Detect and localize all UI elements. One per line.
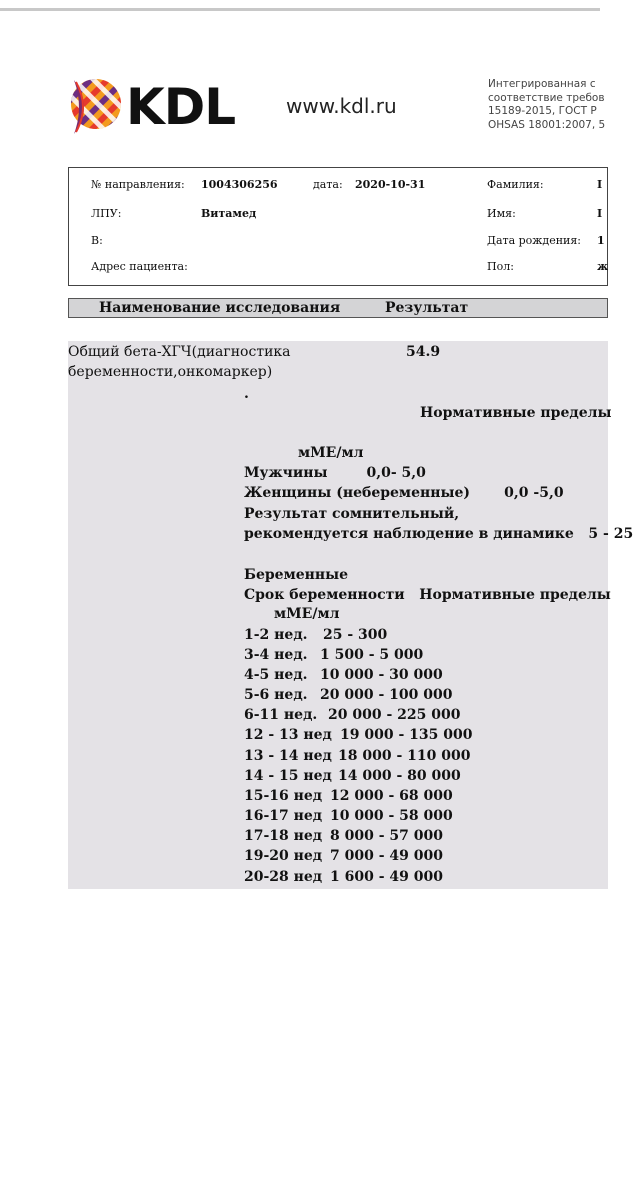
- term-range: 25 - 300: [323, 627, 388, 643]
- term-range: 1 500 - 5 000: [320, 647, 424, 663]
- certification-text: [488, 78, 606, 132]
- sex-value: ж: [597, 260, 609, 273]
- site-url: www.kdl.ru: [286, 94, 397, 118]
- patient-info-box: [68, 167, 608, 286]
- term-period: 12 - 13 нед: [244, 727, 332, 743]
- reference-doubtful-line1: Результат сомнительный,: [244, 506, 460, 522]
- name-label: Имя:: [487, 207, 516, 220]
- date-label: дата:: [313, 178, 343, 191]
- reference-men: Мужчины 0,0- 5,0: [244, 465, 426, 481]
- term-period: 15-16 нед: [244, 788, 323, 804]
- pregnant-title: Беременные: [244, 567, 349, 583]
- term-range: 8 000 - 57 000: [330, 828, 443, 844]
- term-period: 3-4 нед.: [244, 647, 308, 663]
- v-label: В:: [91, 234, 103, 247]
- term-period: 14 - 15 нед: [244, 768, 332, 784]
- test-name-line2: беременности,онкомаркер): [68, 364, 273, 380]
- reference-women: Женщины (небеременные) 0,0 -5,0: [244, 485, 564, 501]
- address-label: Адрес пациента:: [91, 260, 188, 273]
- term-range: 20 000 - 225 000: [328, 707, 461, 723]
- cert-line: соответствие требов: [488, 91, 605, 104]
- lpu-label: ЛПУ:: [91, 207, 122, 220]
- reference-doubtful-line2: рекомендуется наблюдение в динамике 5 - 25: [244, 526, 633, 542]
- referral-label: № направления:: [91, 178, 185, 191]
- term-header: Срок беременности Нормативные пределы: [244, 587, 611, 603]
- term-range: 7 000 - 49 000: [330, 848, 443, 864]
- term-range: 14 000 - 80 000: [338, 768, 461, 784]
- cert-line: 15189-2015, ГОСТ Р: [488, 105, 597, 117]
- date-value: 2020-10-31: [355, 178, 426, 191]
- name-value: I: [597, 207, 603, 220]
- test-name-column-header: Наименование исследования: [99, 300, 341, 316]
- term-range: 20 000 - 100 000: [320, 687, 453, 703]
- term-period: 19-20 нед: [244, 848, 323, 864]
- birth-value: 1: [597, 234, 605, 247]
- sex-label: Пол:: [487, 260, 514, 273]
- result-column-header: Результат: [385, 300, 469, 316]
- kdl-logo: [70, 78, 430, 138]
- results-table-header: [68, 298, 608, 318]
- test-result-value: 54.9: [406, 344, 441, 360]
- term-period: 13 - 14 нед: [244, 748, 332, 764]
- cert-line: Интегрированная с: [488, 78, 596, 90]
- term-period: 16-17 нед: [244, 808, 323, 824]
- results-area: [68, 341, 633, 889]
- term-range: 12 000 - 68 000: [330, 788, 453, 804]
- term-period: 6-11 нед.: [244, 707, 318, 723]
- reference-unit: мМЕ/мл: [298, 445, 364, 461]
- term-range: 10 000 - 58 000: [330, 808, 453, 824]
- cert-line: OHSAS 18001:2007, 5: [488, 118, 606, 131]
- term-period: 4-5 нед.: [244, 667, 308, 683]
- term-period: 20-28 нед: [244, 869, 323, 885]
- brand-chevron-icon: [70, 78, 94, 136]
- lpu-value: Витамед: [201, 207, 257, 220]
- term-period: 17-18 нед: [244, 828, 323, 844]
- surname-label: Фамилия:: [487, 178, 544, 191]
- term-period: 1-2 нед.: [244, 627, 308, 643]
- term-range: 1 600 - 49 000: [330, 869, 443, 885]
- surname-value: I: [597, 178, 603, 191]
- birth-label: Дата рождения:: [487, 234, 582, 247]
- term-period: 5-6 нед.: [244, 687, 308, 703]
- test-name-line1: Общий бета-ХГЧ(диагностика: [68, 344, 291, 360]
- term-range: 10 000 - 30 000: [320, 667, 443, 683]
- brand-name: KDL: [126, 78, 236, 136]
- term-range: 18 000 - 110 000: [338, 748, 471, 764]
- term-unit: мМЕ/мл: [274, 606, 340, 622]
- reference-title: Нормативные пределы: [420, 405, 612, 421]
- result-dot: .: [244, 386, 249, 402]
- top-divider: [0, 8, 600, 11]
- term-range: 19 000 - 135 000: [340, 727, 473, 743]
- referral-value: 1004306256: [201, 178, 278, 191]
